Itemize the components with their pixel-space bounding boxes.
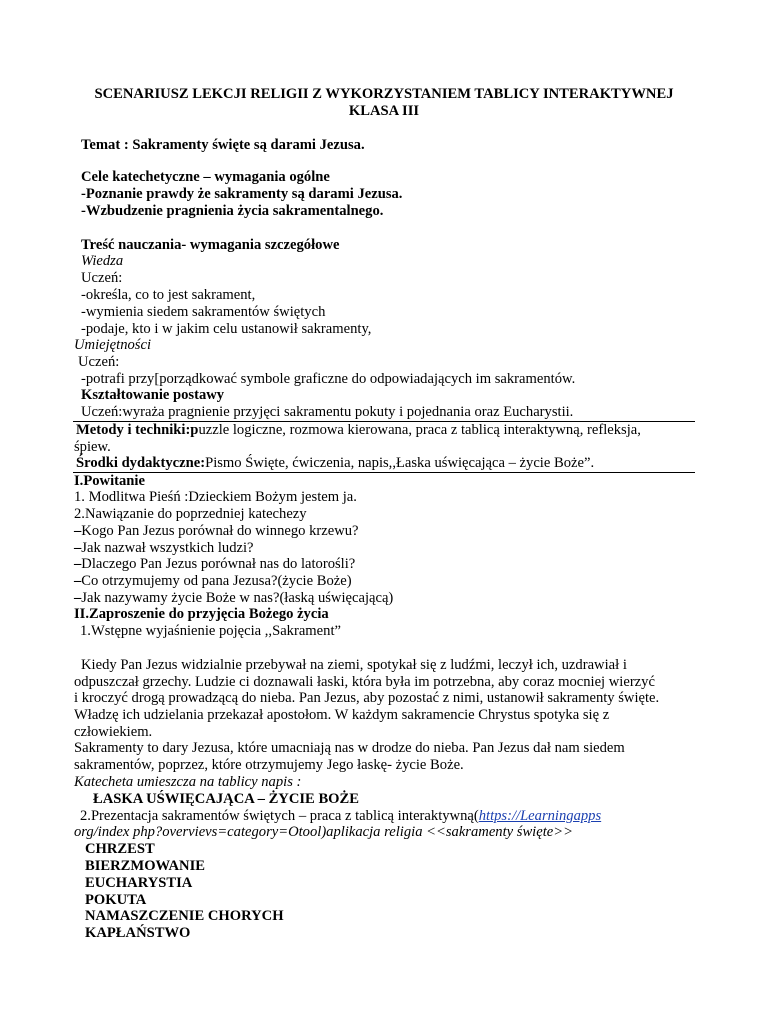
question-item <box>74 540 254 557</box>
section-1-line: 1. Modlitwa Pieśń :Dzieckiem Bożym jestem ja. <box>74 489 357 505</box>
goal-item: -Wzbudzenie pragnienia życia sakramentalnego. <box>81 203 384 219</box>
learningapps-link[interactable]: https://Learningapps <box>478 808 602 824</box>
sacrament-item: KAPŁAŃSTWO <box>85 925 191 941</box>
paragraph-line: Władzę ich udzielania przekazał apostołom. W każdym sakramencie Chrystus spotyka się z <box>74 707 610 723</box>
sacrament-item: CHRZEST <box>85 841 155 857</box>
question-item <box>74 523 359 540</box>
paragraph-line: człowiekiem. <box>74 724 153 740</box>
question-dash: – <box>74 573 82 589</box>
divider <box>73 472 695 473</box>
doc-title-line-1: SCENARIUSZ LEKCJI RELIGII Z WYKORZYSTANIEM TABLICY INTERAKTYWNEJ <box>94 86 674 102</box>
skills-item: -potrafi przy[porządkować symbole graficzne do odpowiadających im sakramentów. <box>81 371 576 387</box>
goal-item: -Poznanie prawdy że sakramenty są darami Jezusa. <box>81 186 403 202</box>
section-2-point-1: 1.Wstępne wyjaśnienie pojęcia ,,Sakrament” <box>80 623 341 639</box>
section-2-point-2 <box>80 808 601 825</box>
point-2-text: 2.Prezentacja sakramentów świętych – praca z tablicą interaktywną( <box>80 808 479 824</box>
question-dash: – <box>74 523 82 539</box>
section-1-heading: I.Powitanie <box>74 473 145 489</box>
methods-text: uzzle logiczne, rozmowa kierowana, praca z tablicą interaktywną, refleksja, <box>198 422 641 438</box>
knowledge-item: -podaje, kto i w jakim celu ustanowił sakramenty, <box>81 321 372 337</box>
paragraph-line: i kroczyć drogą prowadzącą do nieba. Pan Jezus, aby pozostać z nimi, ustanowił sakramenty święte. <box>74 690 660 706</box>
paragraph-line: Sakramenty to dary Jezusa, które umacniają nas w drodze do nieba. Pan Jezus dał nam siedem <box>74 740 625 756</box>
question-dash: – <box>74 556 82 572</box>
paragraph-line: sakramentów, poprzez, które otrzymujemy Jego łaskę- życie Boże. <box>74 757 464 773</box>
question-text: Kogo Pan Jezus porównał do winnego krzewu? <box>81 523 359 539</box>
student-label: Uczeń: <box>78 354 120 370</box>
aids-label: Środki dydaktyczne: <box>76 455 206 471</box>
question-item <box>74 573 352 590</box>
question-text: Jak nazywamy życie Boże w nas?(łaską uświęcającą) <box>81 590 394 606</box>
sacrament-item: NAMASZCZENIE CHORYCH <box>85 908 284 924</box>
question-dash: – <box>74 590 82 606</box>
goals-heading: Cele katechetyczne – wymagania ogólne <box>81 169 330 185</box>
doc-title-line-2: KLASA III <box>348 103 420 119</box>
question-text: Dlaczego Pan Jezus porównał nas do latorośli? <box>81 556 356 572</box>
sacrament-item: BIERZMOWANIE <box>85 858 206 874</box>
question-item <box>74 590 393 607</box>
paragraph-line: odpuszczał grzechy. Ludzie ci doznawali łaski, która była im potrzebna, aby coraz mocniej wierzyć <box>74 674 655 690</box>
section-2-point-2-cont: org/index php?overvievs=category=Otool)aplikacja religia <<sakramenty święte>> <box>74 824 573 840</box>
question-text: Jak nazwał wszystkich ludzi? <box>81 540 254 556</box>
aids-text: Pismo Święte, ćwiczenia, napis,,Łaska uświęcająca – życie Boże”. <box>205 455 595 471</box>
paragraph-line: Kiedy Pan Jezus widzialnie przebywał na ziemi, spotykał się z ludźmi, leczył ich, uzdrawiał i <box>81 657 627 673</box>
knowledge-item: -określa, co to jest sakrament, <box>81 287 256 303</box>
methods-line <box>76 422 641 439</box>
sacrament-item: POKUTA <box>85 892 147 908</box>
topic: Temat : Sakramenty święte są darami Jezusa. <box>81 137 365 153</box>
question-dash: – <box>74 540 82 556</box>
knowledge-label: Wiedza <box>81 253 124 269</box>
student-label: Uczeń: <box>81 270 123 286</box>
question-text: Co otrzymujemy od pana Jezusa?(życie Boże) <box>81 573 352 589</box>
sacrament-item: EUCHARYSTIA <box>85 875 193 891</box>
attitude-text: Uczeń:wyraża pragnienie przyjęci sakramentu pokuty i pojednania oraz Eucharystii. <box>81 404 574 420</box>
content-heading: Treść nauczania- wymagania szczegółowe <box>81 237 340 253</box>
section-2-heading: II.Zaproszenie do przyjęcia Bożego życia <box>74 606 329 622</box>
section-1-line: 2.Nawiązanie do poprzedniej katechezy <box>74 506 307 522</box>
teacher-note: Katecheta umieszcza na tablicy napis : <box>74 774 302 790</box>
methods-label: Metody i techniki:p <box>76 422 199 438</box>
question-item <box>74 556 355 573</box>
knowledge-item: -wymienia siedem sakramentów świętych <box>81 304 326 320</box>
attitude-heading: Kształtowanie postawy <box>81 387 225 403</box>
grace-banner: ŁASKA UŚWIĘCAJĄCA – ŻYCIE BOŻE <box>93 791 359 807</box>
skills-label: Umiejętności <box>74 337 152 353</box>
aids-line <box>76 455 594 472</box>
methods-text-cont: śpiew. <box>74 439 111 455</box>
